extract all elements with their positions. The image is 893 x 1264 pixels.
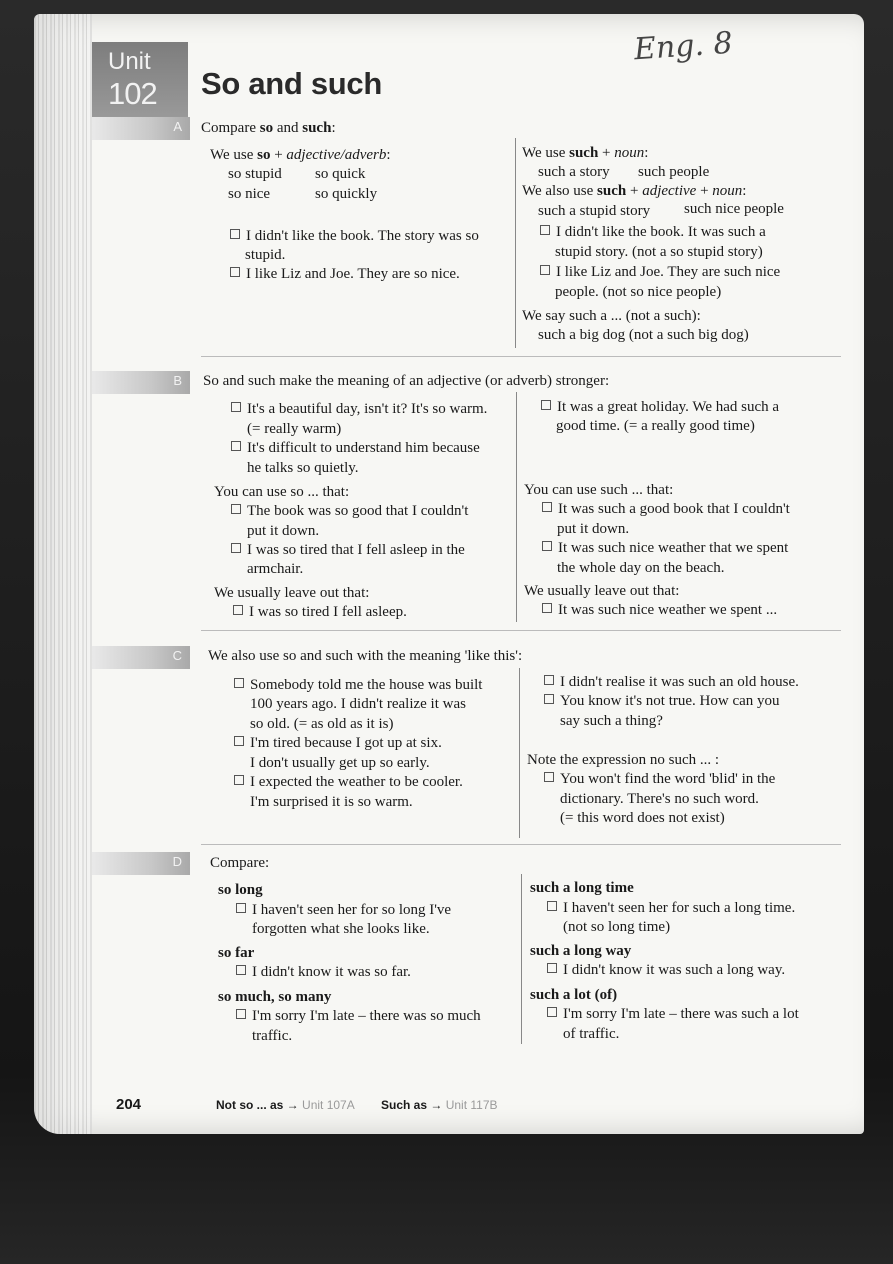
example-sentence-cont: 100 years ago. I didn't realize it was [250, 696, 466, 712]
example-sentence-cont: stupid. [245, 247, 286, 263]
example-sentence: I haven't seen her for such a long time. [547, 899, 795, 918]
column-divider [519, 668, 520, 838]
checkbox-icon [541, 400, 551, 410]
section-d-bar [92, 852, 190, 875]
example-sentence: It's difficult to understand him because [231, 439, 480, 458]
phrase-heading: such a long way [530, 943, 632, 959]
checkbox-icon [234, 775, 244, 785]
example-sentence: I'm sorry I'm late – there was so much [236, 1007, 481, 1026]
rule-such-noun: We use such + noun: [522, 145, 649, 161]
example: so stupid [228, 166, 282, 182]
example-sentence: It was such nice weather we spent ... [542, 601, 777, 620]
section-divider [201, 630, 841, 631]
checkbox-icon [236, 1009, 246, 1019]
section-letter: D [172, 854, 182, 869]
checkbox-icon [234, 736, 244, 746]
phrase-heading: such a long time [530, 880, 634, 896]
example: so nice [228, 186, 271, 202]
example: so quickly [315, 186, 378, 202]
unit-number: 102 [108, 76, 157, 111]
rule-no-such: Note the expression no such ... : [527, 752, 720, 768]
cross-reference-such-as[interactable]: Such as → Unit 117B [381, 1098, 498, 1112]
page-number: 204 [116, 1096, 142, 1113]
checkbox-icon [544, 772, 554, 782]
example-sentence: I like Liz and Joe. They are so nice. [230, 265, 460, 284]
column-divider [521, 874, 522, 1044]
unit-badge [92, 42, 188, 120]
example-sentence: I like Liz and Joe. They are such nice [540, 263, 780, 282]
checkbox-icon [547, 963, 557, 973]
example-sentence: I didn't know it was so far. [236, 963, 411, 982]
section-letter: A [173, 119, 182, 134]
section-letter: C [172, 648, 182, 663]
section-letter: B [173, 373, 182, 388]
page-title: So and such [201, 66, 383, 101]
example-sentence-cont: dictionary. There's no such word. [560, 791, 759, 807]
checkbox-icon [544, 675, 554, 685]
example-sentence: I'm sorry I'm late – there was such a lot [547, 1005, 799, 1024]
example-sentence-cont: good time. (= a really good time) [556, 418, 755, 434]
checkbox-icon [542, 502, 552, 512]
checkbox-icon [542, 541, 552, 551]
example-sentence-cont: (= really warm) [247, 421, 342, 437]
checkbox-icon [540, 225, 550, 235]
handwritten-note: Eng. 8 [632, 25, 734, 68]
example-sentence: I didn't like the book. The story was so [230, 227, 479, 246]
example-sentence: I was so tired I fell asleep. [233, 603, 407, 622]
rule-such-a: We say such a ... (not a such): [522, 308, 701, 324]
rule-such-adjective-noun: We also use such + adjective + noun: [522, 183, 747, 199]
example-sentence-cont: forgotten what she looks like. [252, 921, 430, 937]
example-sentence: Somebody told me the house was built [234, 676, 482, 695]
example-sentence: I didn't like the book. It was such a [540, 223, 766, 242]
section-divider [201, 356, 841, 357]
column-divider [516, 392, 517, 622]
example-sentence-cont: I'm surprised it is so warm. [250, 794, 413, 810]
phrase-heading: so far [218, 945, 255, 961]
checkbox-icon [544, 694, 554, 704]
checkbox-icon [230, 229, 240, 239]
example-sentence: I was so tired that I fell asleep in the [231, 541, 465, 560]
checkbox-icon [540, 265, 550, 275]
example-sentence-cont: (not so long time) [563, 919, 671, 935]
checkbox-icon [231, 543, 241, 553]
page-edge-shading [34, 14, 92, 1134]
example-sentence-cont: put it down. [247, 523, 320, 539]
checkbox-icon [230, 267, 240, 277]
example: such people [638, 164, 710, 180]
checkbox-icon [236, 965, 246, 975]
section-a-bar [92, 117, 190, 140]
checkbox-icon [542, 603, 552, 613]
example-sentence: I didn't know it was such a long way. [547, 961, 785, 980]
rule-leave-out-that: We usually leave out that: [214, 585, 370, 601]
book-page [34, 14, 864, 1134]
rule-leave-out-that: We usually leave out that: [524, 583, 680, 599]
example: such a stupid story [538, 203, 651, 219]
example-sentence: I haven't seen her for so long I've [236, 901, 451, 920]
example-sentence-cont: he talks so quietly. [247, 460, 359, 476]
checkbox-icon [233, 605, 243, 615]
phrase-heading: so much, so many [218, 989, 332, 1005]
column-divider [515, 138, 516, 348]
section-b-bar [92, 371, 190, 394]
example-sentence: It was a great holiday. We had such a [541, 398, 779, 417]
section-c-bar [92, 646, 190, 669]
example-sentence: I didn't realise it was such an old house. [544, 673, 799, 692]
example-sentence-cont: so old. (= as old as it is) [250, 716, 394, 732]
example: such a big dog (not a such big dog) [538, 327, 749, 343]
example-sentence-cont: people. (not so nice people) [555, 284, 722, 300]
example: such nice people [684, 201, 784, 217]
cross-reference-so-as[interactable]: Not so ... as → Unit 107A [216, 1098, 355, 1112]
checkbox-icon [231, 504, 241, 514]
section-c-intro: We also use so and such with the meaning 'like this': [208, 648, 523, 664]
section-d-intro: Compare: [210, 855, 270, 871]
example-sentence: It's a beautiful day, isn't it? It's so warm. [231, 400, 487, 419]
example-sentence-cont: armchair. [247, 561, 304, 577]
example-sentence: It was such a good book that I couldn't [542, 500, 790, 519]
example-sentence-cont: of traffic. [563, 1026, 620, 1042]
example-sentence: It was such nice weather that we spent [542, 539, 788, 558]
checkbox-icon [547, 1007, 557, 1017]
example-sentence: I'm tired because I got up at six. [234, 734, 442, 753]
section-b-intro: So and such make the meaning of an adjective (or adverb) stronger: [203, 373, 610, 389]
rule-such-that: You can use such ... that: [524, 482, 674, 498]
example-sentence-cont: put it down. [557, 521, 630, 537]
example-sentence: You won't find the word 'blid' in the [544, 770, 775, 789]
example: so quick [315, 166, 366, 182]
example-sentence-cont: the whole day on the beach. [557, 560, 725, 576]
checkbox-icon [236, 903, 246, 913]
example-sentence: The book was so good that I couldn't [231, 502, 468, 521]
example-sentence-cont: say such a thing? [560, 713, 663, 729]
rule-so-adjective: We use so + adjective/adverb: [210, 147, 391, 163]
example-sentence: I expected the weather to be cooler. [234, 773, 463, 792]
section-divider [201, 844, 841, 845]
example-sentence-cont: I don't usually get up so early. [250, 755, 430, 771]
checkbox-icon [547, 901, 557, 911]
unit-word: Unit [108, 48, 151, 75]
checkbox-icon [231, 441, 241, 451]
phrase-heading: such a lot (of) [530, 987, 618, 1003]
phrase-heading: so long [218, 882, 263, 898]
example-sentence: You know it's not true. How can you [544, 692, 780, 711]
example: such a story [538, 164, 610, 180]
checkbox-icon [234, 678, 244, 688]
example-sentence-cont: (= this word does not exist) [560, 810, 725, 826]
section-a-intro: Compare so and such: [201, 120, 336, 136]
example-sentence-cont: stupid story. (not a so stupid story) [555, 244, 763, 260]
checkbox-icon [231, 402, 241, 412]
example-sentence-cont: traffic. [252, 1028, 293, 1044]
rule-so-that: You can use so ... that: [214, 484, 350, 500]
